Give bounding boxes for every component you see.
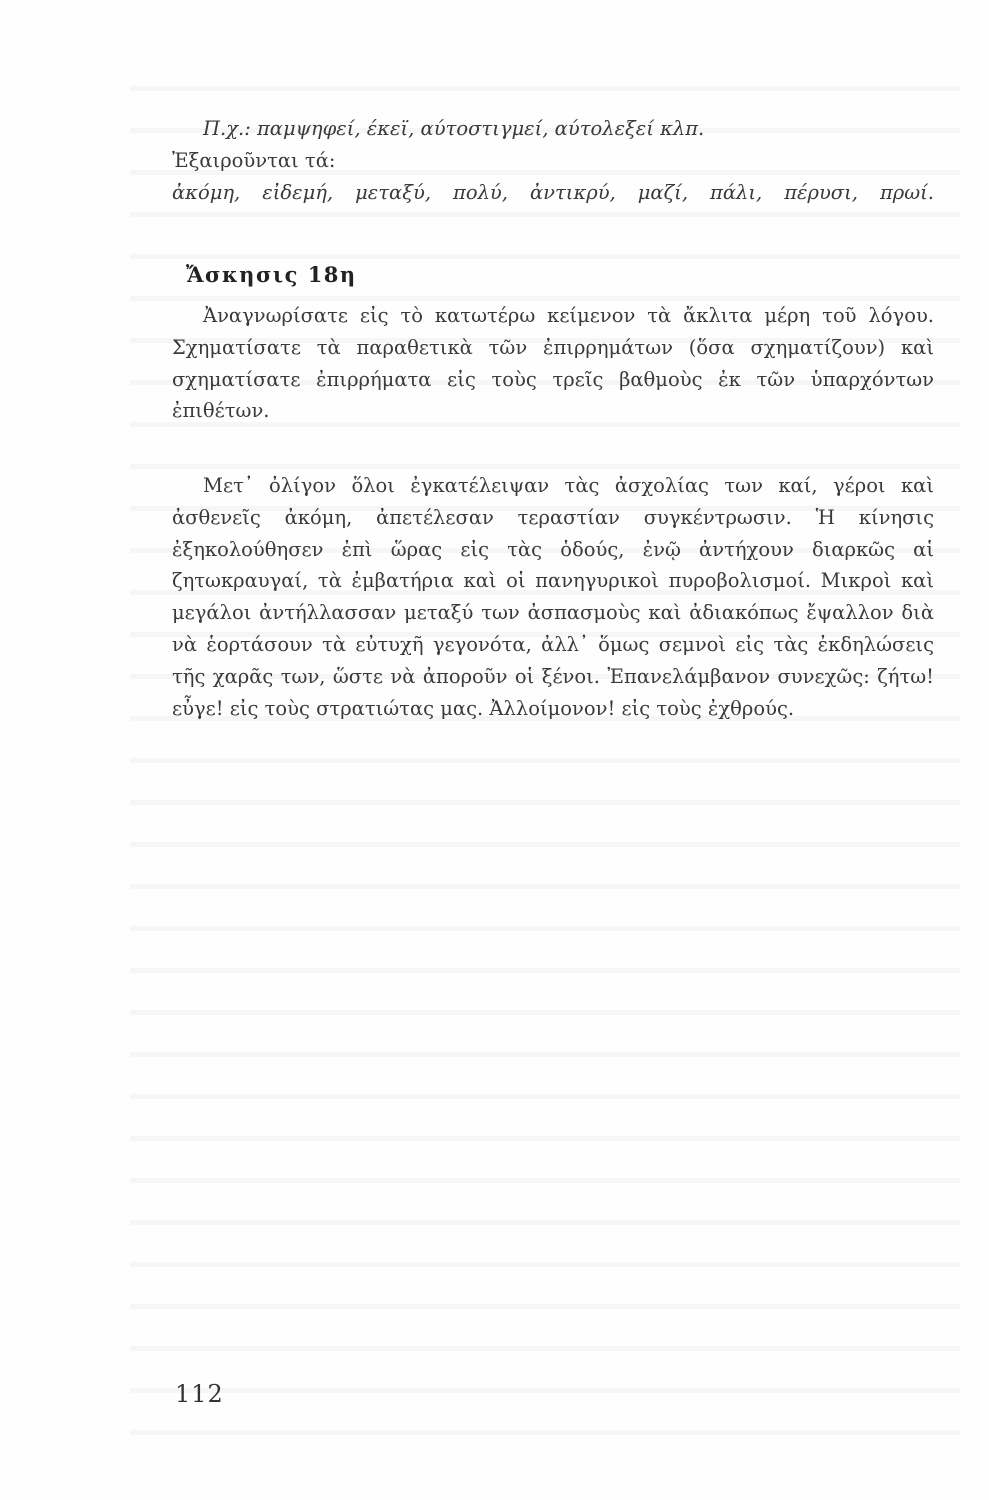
example-line: Π.χ.: παμψηφεί, έκεϊ, αύτοστιγμεί, αύτολεξεί κλπ.	[203, 117, 705, 140]
intro-block	[172, 113, 934, 208]
exception-words: ἀκόμη, εἰδεμή, μεταξύ, πολύ, ἀντικρύ, μαζί, πάλι, πέρυσι, πρωί.	[172, 180, 934, 204]
exercise-instructions: Ἀναγνωρίσατε εἰς τὸ κατωτέρω κείμενον τὰ ἄκλιτα μέρη τοῦ λόγου. Σχηματίσατε τὰ παραθετικὰ τῶν ἐπιρρημάτων (ὅσα σχηματίζουν) καὶ σχηματίσατε ἐπιρρήματα εἰς τοὺς τρεῖς βαθμοὺς ἐκ τῶν ὑπαρχόντων ἐπιθέτων.	[172, 304, 934, 423]
page-number: 112	[175, 1380, 224, 1408]
exceptions-label: Ἐξαιροῦνται τά:	[172, 148, 336, 172]
exercise-text: Μετ᾽ ὀλίγον ὅλοι ἐγκατέλειψαν τὰς ἀσχολίας των καί, γέροι καὶ ἀσθενεῖς ἀκόμη, ἀπετέλεσαν τεραστίαν συγκέντρωσιν. Ἡ κίνησις ἐξηκολούθησεν ἐπὶ ὥρας εἰς τὰς ὁδούς, ἐνῷ ἀντήχουν διαρκῶς αἱ ζητωκραυγαί, τὰ ἐμβατήρια καὶ οἱ πανηγυρικοὶ πυροβολισμοί. Μικροὶ καὶ μεγάλοι ἀντήλλασσαν μεταξύ των ἀσπασμοὺς καὶ ἀδιακόπως ἔψαλλον διὰ νὰ ἑορτάσουν τὰ εὐτυχῆ γεγονότα, ἀλλ᾽ ὅμως σεμνοὶ εἰς τὰς ἐκδηλώσεις τῆς χαρᾶς των, ὥστε νὰ ἀποροῦν οἱ ξένοι. Ἐπανελάμβανον συνεχῶς: ζήτω! εὖγε! εἰς τοὺς στρατιώτας μας. Ἀλλοίμονον! εἰς τοὺς ἐχθρούς.	[172, 474, 934, 720]
exercise-heading: Ἄσκησις 18η	[186, 262, 357, 287]
